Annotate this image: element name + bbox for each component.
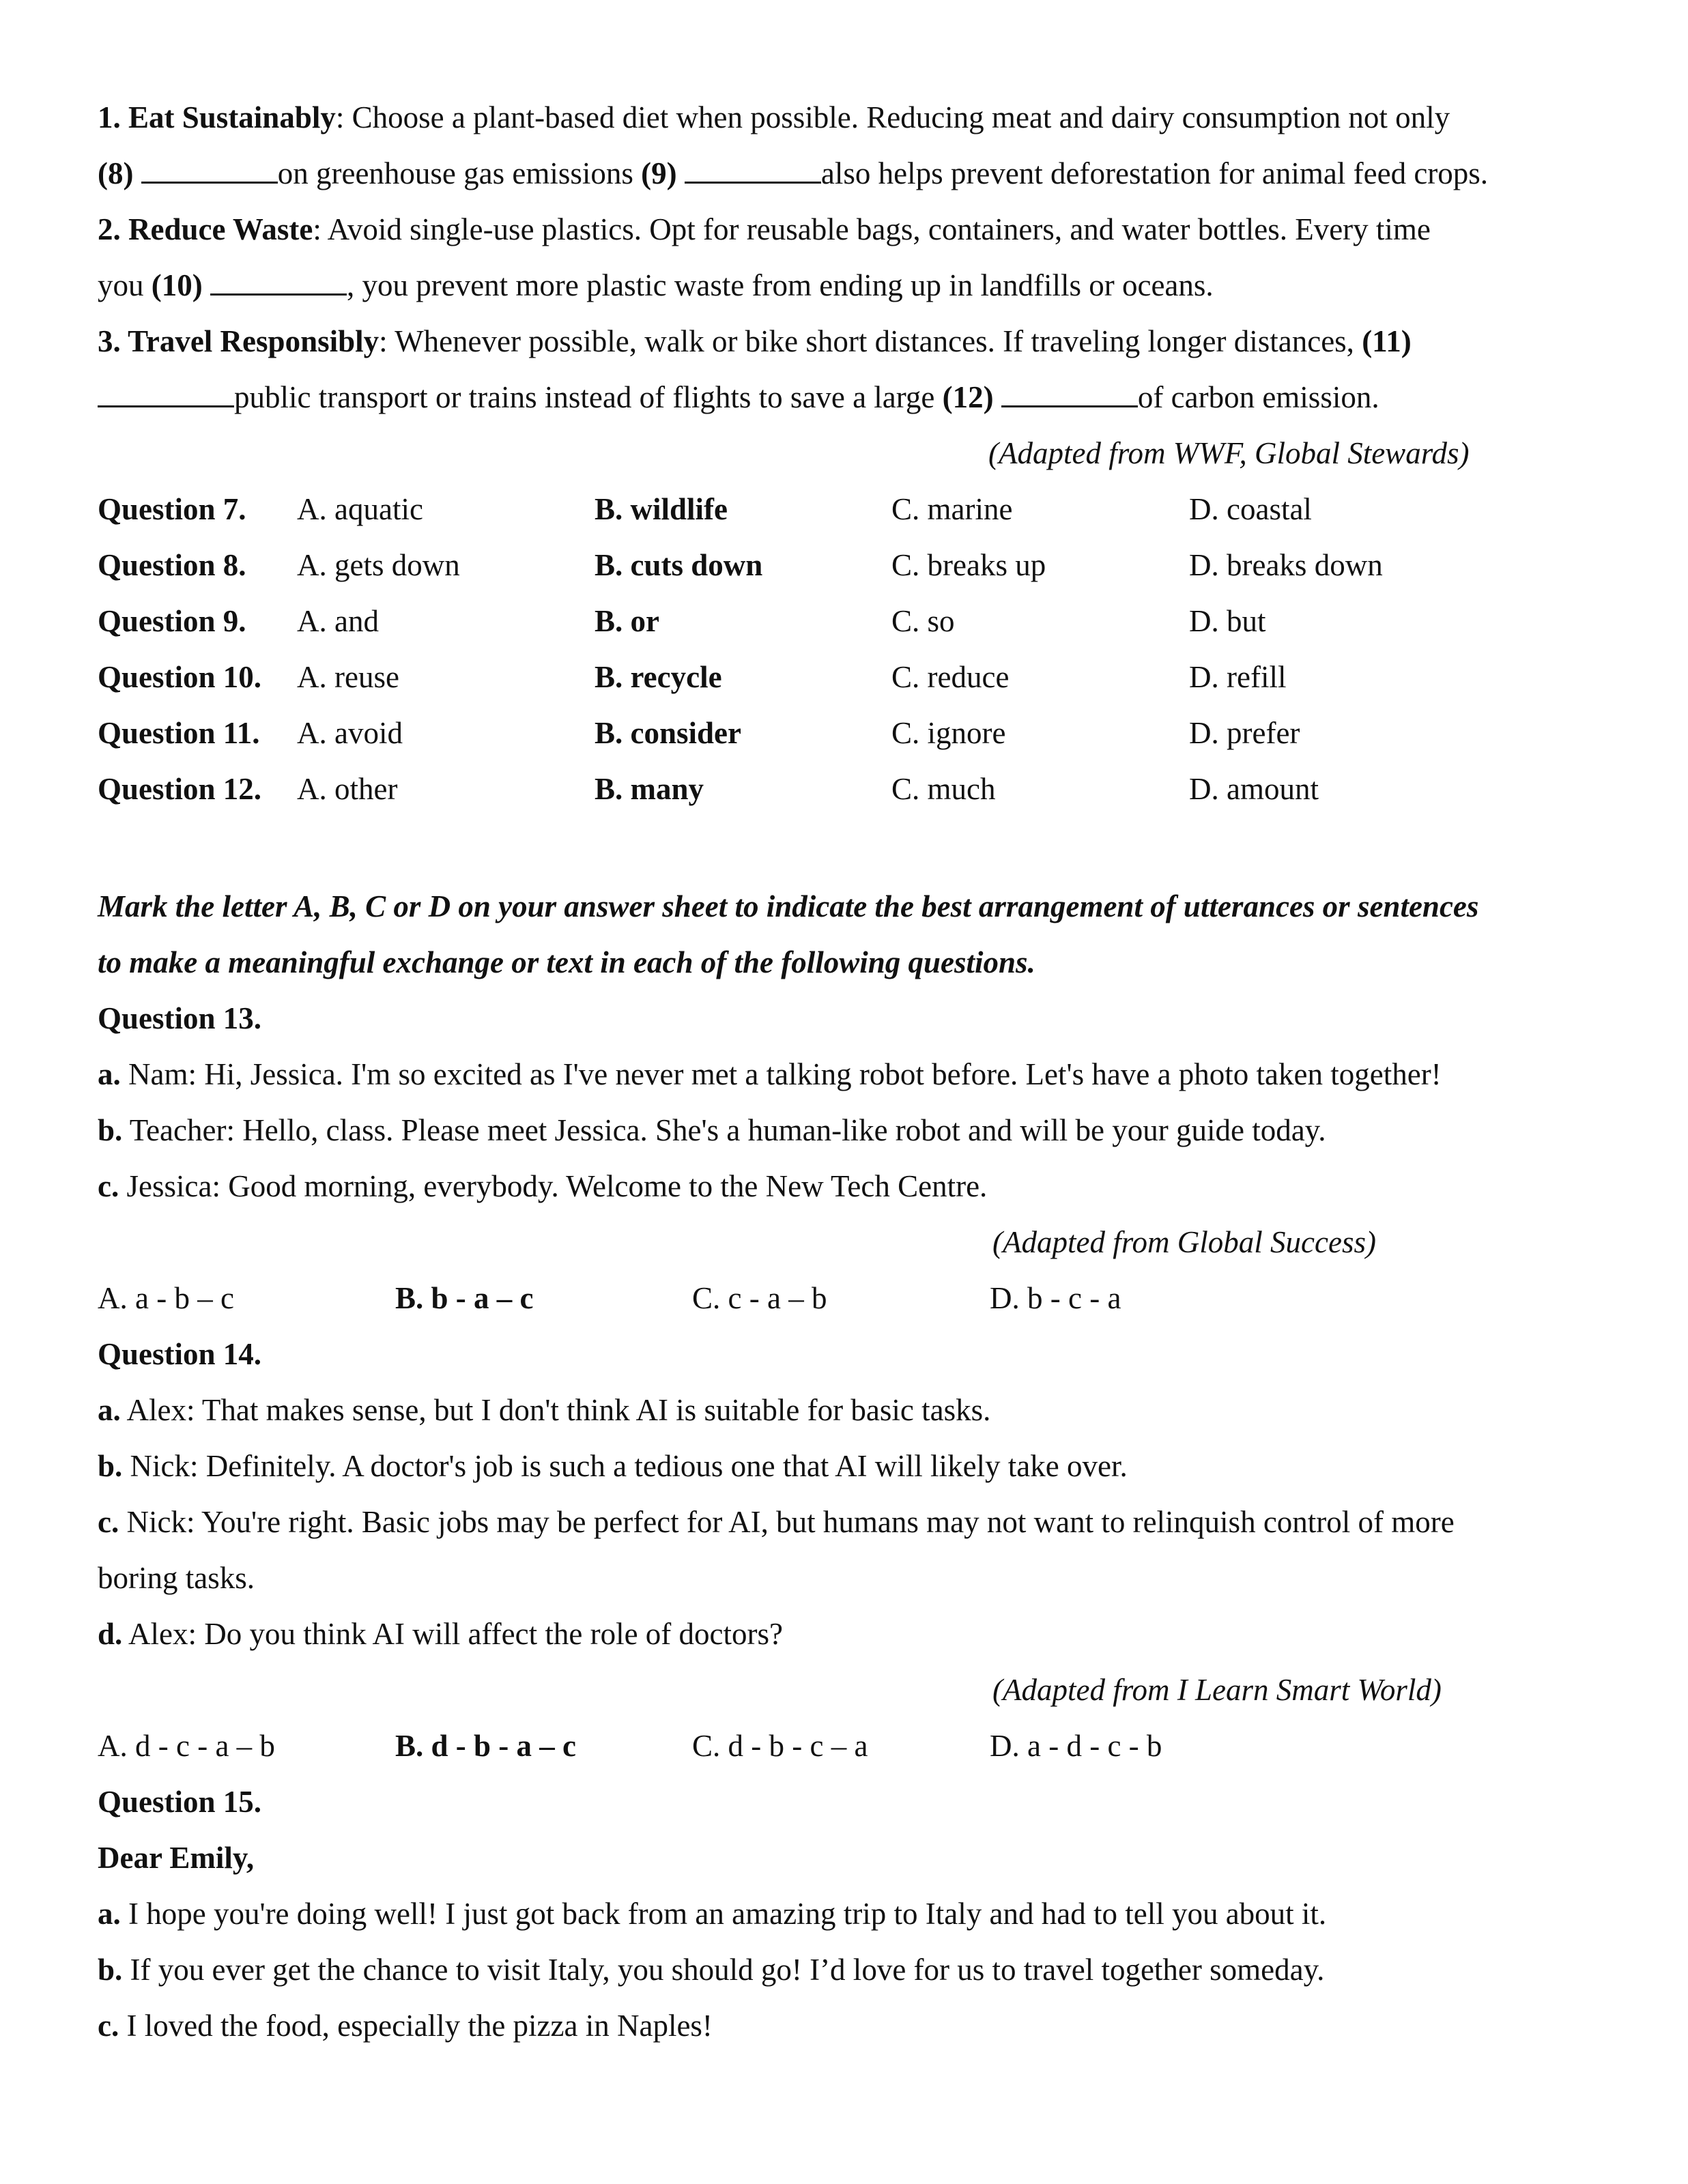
blank-8[interactable] (141, 156, 278, 184)
blank-11-number: (11) (1362, 324, 1412, 358)
tip-1-line-1 (98, 98, 1450, 136)
question-13-option-b[interactable]: B. b - a – c (395, 1281, 534, 1315)
option-a[interactable]: A. and (297, 604, 379, 638)
tip-1-text: : Choose a plant-based diet when possible. Reducing meat and dairy consumption not only (335, 100, 1450, 134)
question-13-option-a[interactable]: A. a - b – c (98, 1281, 234, 1315)
question-14-option-c[interactable]: C. d - b - c – a (692, 1729, 868, 1763)
blank-12-number: (12) (942, 380, 994, 414)
option-a[interactable]: A. aquatic (297, 492, 423, 526)
blank-10-number: (10) (151, 268, 203, 302)
question-13-options (98, 1279, 1599, 1317)
item-text: Nick: You're right. Basic jobs may be perfect for AI, but humans may not want to relinquish control of more (119, 1505, 1455, 1539)
passage-source: (Adapted from WWF, Global Stewards) (988, 436, 1470, 470)
question-15-item (98, 2007, 713, 2045)
item-text: If you ever get the chance to visit Italy, you should go! I’d love for us to travel together someday. (122, 1953, 1325, 1987)
question-13-source: (Adapted from Global Success) (992, 1225, 1376, 1259)
question-label: Question 7. (98, 492, 246, 526)
item-letter: a. (98, 1897, 121, 1931)
tip-3-line-2 (98, 378, 1379, 416)
option-d[interactable]: D. refill (1189, 660, 1287, 694)
option-c[interactable]: C. breaks up (891, 548, 1046, 582)
tip-3-text: : Whenever possible, walk or bike short distances. If traveling longer distances, (379, 324, 1362, 358)
question-15-item (98, 1895, 1326, 1933)
tip-1-heading: 1. Eat Sustainably (98, 100, 336, 134)
question-14-item (98, 1391, 990, 1429)
item-text: Alex: That makes sense, but I don't think AI is suitable for basic tasks. (120, 1393, 991, 1427)
option-a[interactable]: A. gets down (297, 548, 460, 582)
question-14-option-a[interactable]: A. d - c - a – b (98, 1729, 275, 1763)
option-b[interactable]: B. consider (595, 716, 742, 750)
option-b[interactable]: B. wildlife (595, 492, 728, 526)
option-c[interactable]: C. much (891, 772, 996, 806)
blank-11[interactable] (98, 379, 234, 407)
question-14-source: (Adapted from I Learn Smart World) (992, 1673, 1442, 1707)
item-text: Alex: Do you think AI will affect the role of doctors? (122, 1617, 783, 1651)
question-14-item (98, 1503, 1455, 1541)
tip-3-text-2: public transport or trains instead of flights to save a large (234, 380, 943, 414)
question-label: Question 8. (98, 548, 246, 582)
instruction-line-1: Mark the letter A, B, C or D on your answer sheet to indicate the best arrangement of utterances or sentences (98, 889, 1479, 923)
instruction-line-2: to make a meaningful exchange or text in each of the following questions. (98, 945, 1035, 979)
option-d[interactable]: D. prefer (1189, 716, 1300, 750)
item-text: I hope you're doing well! I just got back from an amazing trip to Italy and had to tell you about it. (120, 1897, 1327, 1931)
option-d[interactable]: D. amount (1189, 772, 1319, 806)
question-13-item (98, 1167, 987, 1205)
question-13-item (98, 1111, 1326, 1149)
option-b[interactable]: B. cuts down (595, 548, 763, 582)
item-letter: a. (98, 1057, 121, 1091)
blank-10[interactable] (210, 268, 347, 296)
question-label: Question 11. (98, 716, 260, 750)
question-14-options (98, 1727, 1599, 1765)
option-b[interactable]: B. recycle (595, 660, 722, 694)
cloze-question-row (98, 770, 1599, 808)
option-c[interactable]: C. reduce (891, 660, 1010, 694)
tip-3-heading: 3. Travel Responsibly (98, 324, 380, 358)
tip-2-heading: 2. Reduce Waste (98, 212, 313, 246)
question-14-option-b[interactable]: B. d - b - a – c (395, 1729, 577, 1763)
tip-2-line-2 (98, 266, 1214, 304)
letter-salutation: Dear Emily, (98, 1841, 255, 1875)
blank-9[interactable] (685, 156, 821, 184)
item-letter: c. (98, 2009, 119, 2043)
question-label: Question 12. (98, 772, 262, 806)
option-b[interactable]: B. many (595, 772, 704, 806)
question-15-item (98, 1951, 1324, 1989)
option-a[interactable]: A. avoid (297, 716, 403, 750)
item-text: I loved the food, especially the pizza in Naples! (119, 2009, 713, 2043)
item-letter: d. (98, 1617, 123, 1651)
cloze-question-row (98, 490, 1599, 528)
blank-8-number: (8) (98, 156, 134, 190)
question-14-option-d[interactable]: D. a - d - c - b (990, 1729, 1162, 1763)
question-13-option-d[interactable]: D. b - c - a (990, 1281, 1121, 1315)
option-c[interactable]: C. so (891, 604, 955, 638)
option-c[interactable]: C. ignore (891, 716, 1006, 750)
blank-12[interactable] (1001, 379, 1138, 407)
cloze-question-row (98, 658, 1599, 696)
question-15-label: Question 15. (98, 1785, 262, 1819)
tip-2-text-3: , you prevent more plastic waste from ending up in landfills or oceans. (346, 268, 1214, 302)
question-14-item (98, 1559, 255, 1597)
cloze-question-row (98, 546, 1599, 584)
tip-1-text-3: also helps prevent deforestation for animal feed crops. (820, 156, 1489, 190)
item-text: Nam: Hi, Jessica. I'm so excited as I've never met a talking robot before. Let's have a photo taken together! (120, 1057, 1442, 1091)
item-text: Teacher: Hello, class. Please meet Jessica. She's a human-like robot and will be your guide today. (122, 1113, 1326, 1147)
option-d[interactable]: D. coastal (1189, 492, 1312, 526)
tip-3-line-1 (98, 322, 1412, 360)
item-letter: c. (98, 1169, 119, 1203)
item-letter: b. (98, 1113, 123, 1147)
option-d[interactable]: D. but (1189, 604, 1266, 638)
tip-3-text-3: of carbon emission. (1137, 380, 1379, 414)
option-b[interactable]: B. or (595, 604, 659, 638)
question-13-label: Question 13. (98, 1001, 262, 1035)
question-label: Question 10. (98, 660, 262, 694)
item-letter: c. (98, 1505, 119, 1539)
tip-2-text: : Avoid single-use plastics. Opt for reusable bags, containers, and water bottles. Every time (313, 212, 1431, 246)
option-a[interactable]: A. other (297, 772, 398, 806)
item-text: Nick: Definitely. A doctor's job is such a tedious one that AI will likely take over. (122, 1449, 1128, 1483)
tip-1-text-2: on greenhouse gas emissions (277, 156, 633, 190)
option-a[interactable]: A. reuse (297, 660, 399, 694)
question-13-item (98, 1055, 1442, 1093)
question-13-option-c[interactable]: C. c - a – b (692, 1281, 827, 1315)
question-14-label: Question 14. (98, 1337, 262, 1371)
item-text: boring tasks. (98, 1561, 255, 1595)
cloze-question-row (98, 714, 1599, 752)
tip-2-line-1 (98, 210, 1431, 248)
question-14-item (98, 1615, 783, 1653)
blank-9-number: (9) (641, 156, 677, 190)
item-letter: b. (98, 1953, 123, 1987)
tip-1-line-2 (98, 154, 1488, 192)
item-letter: a. (98, 1393, 121, 1427)
option-c[interactable]: C. marine (891, 492, 1013, 526)
question-label: Question 9. (98, 604, 246, 638)
cloze-question-row (98, 602, 1599, 640)
question-14-item (98, 1447, 1128, 1485)
item-letter: b. (98, 1449, 123, 1483)
option-d[interactable]: D. breaks down (1189, 548, 1383, 582)
tip-2-text-pre: you (98, 268, 152, 302)
item-text: Jessica: Good morning, everybody. Welcome to the New Tech Centre. (119, 1169, 988, 1203)
